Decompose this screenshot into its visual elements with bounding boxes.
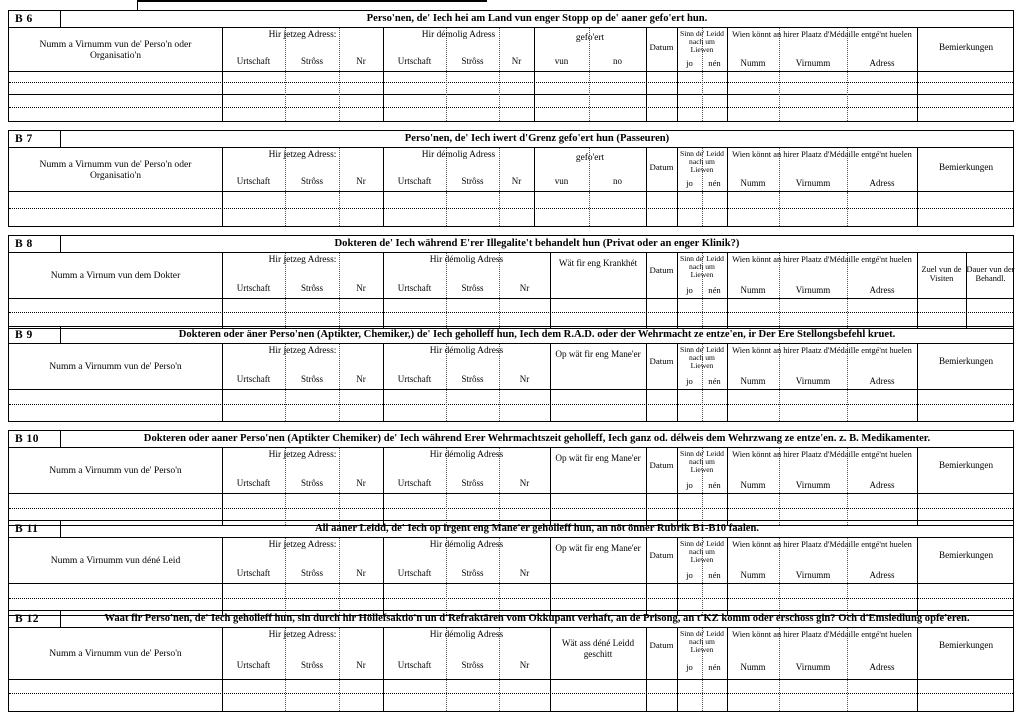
entry-rows[interactable]	[9, 72, 1013, 121]
section-header	[9, 11, 1013, 28]
col-medal: Wien könnt an hirer Plaatz d'Médaille entgé'nt huelen	[732, 346, 912, 355]
col-date: Datum	[649, 550, 674, 560]
col-date: Datum	[649, 42, 674, 52]
col-former-address: Hir démolig Adress	[421, 150, 496, 160]
col-medal: Wien könnt an hirer Plaatz d'Médaille entgé'nt huelen	[732, 150, 912, 159]
section-header	[9, 521, 1013, 538]
sub-medal-name: Numm	[740, 178, 766, 188]
sub-number: Nr	[511, 56, 522, 66]
section-header	[9, 611, 1013, 628]
table-row[interactable]	[9, 584, 1013, 599]
sub-medal-address: Adress	[869, 58, 895, 68]
table-row[interactable]	[9, 494, 1013, 509]
column-headers	[9, 253, 1013, 299]
sub-medal-firstname: Virnumm	[795, 58, 831, 68]
sub-medal-firstname: Virnumm	[795, 376, 831, 386]
column-headers	[9, 448, 1013, 494]
col-medal: Wien könnt an hirer Plaatz d'Médaille entgé'nt huelen	[732, 540, 912, 549]
sub-medal-address: Adress	[869, 178, 895, 188]
col-current-address: Hir jetzeg Adress:	[268, 150, 337, 160]
col-alive: Sinn de' Leidd nach um Liewen	[680, 29, 724, 54]
section-b7	[8, 130, 1014, 227]
sub-town: Urtschaft	[397, 56, 432, 66]
sub-street: Strôss	[461, 478, 484, 488]
col-current-address: Hir jetzeg Adress:	[268, 540, 337, 550]
table-row[interactable]	[9, 83, 1013, 95]
col-remarks: Bemierkungen	[938, 640, 994, 650]
sub-number: Nr	[356, 56, 366, 66]
col-former-address: Hir démolig Adress	[429, 255, 504, 265]
entry-rows[interactable]	[9, 192, 1013, 226]
sub-town: Urtschaft	[397, 660, 432, 670]
sub-yes: jo	[686, 178, 693, 188]
col-name: Numm a Virnumm vun de' Perso'n oder Organisatio'n	[39, 158, 192, 181]
sub-medal-address: Adress	[869, 570, 895, 580]
sub-number: Nr	[519, 660, 530, 670]
sub-yes: jo	[686, 662, 693, 672]
col-name: Numm a Virnumm vun de' Perso'n	[49, 361, 182, 373]
section-b8	[8, 235, 1014, 329]
sub-street: Strôss	[461, 283, 484, 293]
sub-to: no	[613, 176, 622, 186]
col-former-address: Hir démolig Adress	[429, 346, 504, 356]
col-former-address: Hir démolig Adress	[429, 630, 504, 640]
section-b9	[8, 326, 1014, 422]
table-row[interactable]	[9, 694, 1013, 711]
col-medal: Wien könnt an hirer Plaatz d'Médaille entgé'nt huelen	[732, 450, 912, 459]
col-remarks: Bemierkungen	[938, 550, 994, 560]
section-code: B 12	[9, 611, 61, 627]
table-row[interactable]	[9, 405, 1013, 421]
sub-town: Urtschaft	[397, 374, 432, 384]
col-former-address: Hir démolig Adress	[421, 30, 496, 40]
sub-street: Strôss	[461, 660, 484, 670]
sub-number: Nr	[511, 176, 522, 186]
section-title: All aaner Leidd, de' Iech op irgent eng Mane'er geholleff hun, an nöt önner Rubrik B1-B10 faalen.	[314, 523, 760, 535]
sub-street: Strôss	[300, 283, 323, 293]
sub-yes: jo	[686, 58, 693, 68]
section-header	[9, 431, 1013, 448]
sub-medal-name: Numm	[740, 570, 766, 580]
col-treatment-duration: Dauer vun der Behandl.	[966, 265, 1015, 284]
column-headers	[9, 628, 1013, 680]
sub-number: Nr	[356, 176, 366, 186]
col-alive: Sinn de' Leidd nach um Liewen	[680, 539, 724, 564]
table-row[interactable]	[9, 299, 1013, 313]
col-date: Datum	[649, 460, 674, 470]
sub-town: Urtschaft	[397, 478, 432, 488]
sub-no: nén	[708, 480, 721, 490]
col-medal: Wien könnt an hirer Plaatz d'Médaille entgé'nt huelen	[732, 630, 912, 639]
sub-medal-firstname: Virnumm	[795, 570, 831, 580]
sub-medal-firstname: Virnumm	[795, 285, 831, 295]
col-current-address: Hir jetzeg Adress:	[268, 450, 337, 460]
col-manner: Op wät fir eng Mane'er	[555, 543, 641, 553]
col-alive: Sinn de' Leidd nach um Liewen	[680, 149, 724, 174]
sub-street: Strôss	[300, 176, 323, 186]
sub-medal-address: Adress	[869, 662, 895, 672]
sub-from: vun	[554, 176, 569, 186]
sub-number: Nr	[519, 568, 530, 578]
sub-street: Strôss	[300, 478, 323, 488]
sub-number: Nr	[356, 283, 366, 293]
table-row[interactable]	[9, 680, 1013, 694]
sub-medal-address: Adress	[869, 285, 895, 295]
sub-medal-name: Numm	[740, 285, 766, 295]
col-alive: Sinn de' Leidd nach um Liewen	[680, 629, 724, 654]
col-alive: Sinn de' Leidd nach um Liewen	[680, 449, 724, 474]
sub-yes: jo	[686, 376, 693, 386]
entry-rows[interactable]	[9, 299, 1013, 328]
col-driven: gefo'ert	[575, 33, 605, 43]
sub-street: Strôss	[300, 660, 323, 670]
section-code: B 11	[9, 521, 61, 537]
sub-medal-address: Adress	[869, 376, 895, 386]
col-remarks: Bemierkungen	[938, 460, 994, 470]
col-remarks: Bemierkungen	[938, 42, 994, 52]
col-date: Datum	[649, 356, 674, 366]
sub-street: Strôss	[300, 568, 323, 578]
section-header	[9, 236, 1013, 253]
sub-medal-name: Numm	[740, 662, 766, 672]
sub-number: Nr	[356, 660, 366, 670]
section-title: Perso'nen, de' Iech iwert d'Grenz gefo'ert hun (Passeuren)	[404, 133, 670, 145]
table-row[interactable]	[9, 95, 1013, 108]
sub-number: Nr	[519, 374, 530, 384]
sub-street: Strôss	[461, 56, 484, 66]
sub-street: Strôss	[461, 176, 484, 186]
sub-no: nén	[708, 285, 721, 295]
sub-medal-name: Numm	[740, 480, 766, 490]
column-headers	[9, 148, 1013, 192]
col-manner: Op wät fir eng Mane'er	[555, 453, 641, 463]
col-name: Numm a Virnumm vun de' Perso'n	[49, 648, 182, 660]
section-code: B 9	[9, 327, 61, 343]
entry-rows[interactable]	[9, 390, 1013, 421]
column-headers	[9, 538, 1013, 584]
col-alive: Sinn de' Leidd nach um Liewen	[680, 254, 724, 279]
sub-medal-firstname: Virnumm	[795, 178, 831, 188]
col-former-address: Hir démolig Adress	[429, 450, 504, 460]
sub-town: Urtschaft	[397, 568, 432, 578]
table-row[interactable]	[9, 209, 1013, 226]
section-title: Dokteren oder äner Perso'nen (Aptikter, Chemiker,) de' Iech geholleff hun, Iech dem R.A.D. oder der Wehrmacht ze entze'en, ir Der Ere Stellongsbefehl kruet.	[178, 329, 896, 341]
sub-yes: jo	[686, 480, 693, 490]
section-code: B 6	[9, 11, 61, 27]
col-current-address: Hir jetzeg Adress:	[268, 346, 337, 356]
sub-town: Urtschaft	[236, 56, 271, 66]
sub-town: Urtschaft	[236, 283, 271, 293]
col-what-happened: Wät ass déné Leidd geschitt	[561, 638, 635, 659]
col-illness: Wät fir eng Krankhét	[558, 258, 638, 268]
col-former-address: Hir démolig Adress	[429, 540, 504, 550]
sub-no: nén	[708, 376, 721, 386]
sub-yes: jo	[686, 285, 693, 295]
sub-medal-address: Adress	[869, 480, 895, 490]
section-header	[9, 327, 1013, 344]
col-date: Datum	[649, 162, 674, 172]
section-b10	[8, 430, 1014, 526]
sub-town: Urtschaft	[397, 176, 432, 186]
col-medal: Wien könnt an hirer Plaatz d'Médaille entgé'nt huelen	[732, 255, 912, 264]
sub-number: Nr	[519, 283, 530, 293]
sub-yes: jo	[686, 570, 693, 580]
section-code: B 7	[9, 131, 61, 147]
section-code: B 10	[9, 431, 61, 447]
col-remarks: Bemierkungen	[938, 356, 994, 366]
sub-number: Nr	[356, 374, 366, 384]
section-b12	[8, 610, 1014, 712]
section-header	[9, 131, 1013, 148]
sub-medal-firstname: Virnumm	[795, 480, 831, 490]
sub-number: Nr	[356, 568, 366, 578]
col-name: Numm a Virnumm vun déné Leid	[50, 555, 181, 567]
col-date: Datum	[649, 265, 674, 275]
sub-town: Urtschaft	[236, 478, 271, 488]
column-headers	[9, 344, 1013, 390]
sub-town: Urtschaft	[397, 283, 432, 293]
col-driven: gefo'ert	[575, 153, 605, 163]
sub-no: nén	[708, 662, 721, 672]
sub-town: Urtschaft	[236, 176, 271, 186]
sub-number: Nr	[519, 478, 530, 488]
section-title: Perso'nen, de' Iech hei am Land vun enger Stopp op de' aaner gefo'ert hun.	[366, 13, 708, 25]
table-row[interactable]	[9, 192, 1013, 209]
entry-rows[interactable]	[9, 680, 1013, 711]
sub-medal-name: Numm	[740, 58, 766, 68]
table-row[interactable]	[9, 390, 1013, 405]
sub-medal-name: Numm	[740, 376, 766, 386]
col-current-address: Hir jetzeg Adress:	[268, 30, 337, 40]
top-tick	[137, 0, 138, 10]
col-current-address: Hir jetzeg Adress:	[268, 255, 337, 265]
sub-no: nén	[708, 178, 721, 188]
sub-no: nén	[708, 570, 721, 580]
top-rule	[137, 0, 487, 2]
col-name: Numm a Virnumm vun de' Perso'n oder Organisatio'n	[39, 38, 192, 61]
sub-town: Urtschaft	[236, 568, 271, 578]
sub-medal-firstname: Virnumm	[795, 662, 831, 672]
sub-no: nén	[708, 58, 721, 68]
sub-from: vun	[554, 56, 569, 66]
sub-street: Strôss	[300, 374, 323, 384]
sub-number: Nr	[356, 478, 366, 488]
sub-street: Strôss	[461, 374, 484, 384]
sub-town: Urtschaft	[236, 660, 271, 670]
section-title: Waat fir Perso'nen, de' Iech geholleff hun, sin durch hir Höllefsaktio'n un d'Refraktären vom Okkupant verhaft, an de Prisong, an t'KZ komm oder erschoss gin? Och d'Emsiedlung opfe'eren.	[104, 613, 970, 625]
col-remarks: Bemierkungen	[938, 162, 994, 172]
section-code: B 8	[9, 236, 61, 252]
col-alive: Sinn de' Leidd nach um Liewen	[680, 345, 724, 370]
section-title: Dokteren de' Iech während E'rer Illegalite't behandelt hun (Privat oder an enger Klinik?)	[334, 238, 740, 250]
col-name: Numm a Virnum vun dem Dokter	[50, 270, 181, 282]
section-b6	[8, 10, 1014, 122]
section-title: Dokteren oder aaner Perso'nen (Aptikter Chemiker) de' Iech während Erer Wehrmachtszeit geholleff, Iech ganz od. délweis dem Wehrzwang ze entze'en. z. B. Medikamenter.	[143, 433, 931, 445]
col-current-address: Hir jetzeg Adress:	[268, 630, 337, 640]
table-row[interactable]	[9, 108, 1013, 121]
sub-street: Strôss	[461, 568, 484, 578]
sub-to: no	[613, 56, 622, 66]
sub-street: Strôss	[300, 56, 323, 66]
sub-town: Urtschaft	[236, 374, 271, 384]
col-medal: Wien könnt an hirer Plaatz d'Médaille entgé'nt huelen	[732, 30, 912, 39]
col-name: Numm a Virnumm vun de' Perso'n	[49, 465, 182, 477]
col-date: Datum	[649, 640, 674, 650]
table-row[interactable]	[9, 72, 1013, 83]
col-visit-count: Zuel vun de Visiten	[921, 265, 962, 284]
column-headers	[9, 28, 1013, 72]
section-b11	[8, 520, 1014, 616]
col-manner: Op wät fir eng Mane'er	[555, 349, 641, 359]
